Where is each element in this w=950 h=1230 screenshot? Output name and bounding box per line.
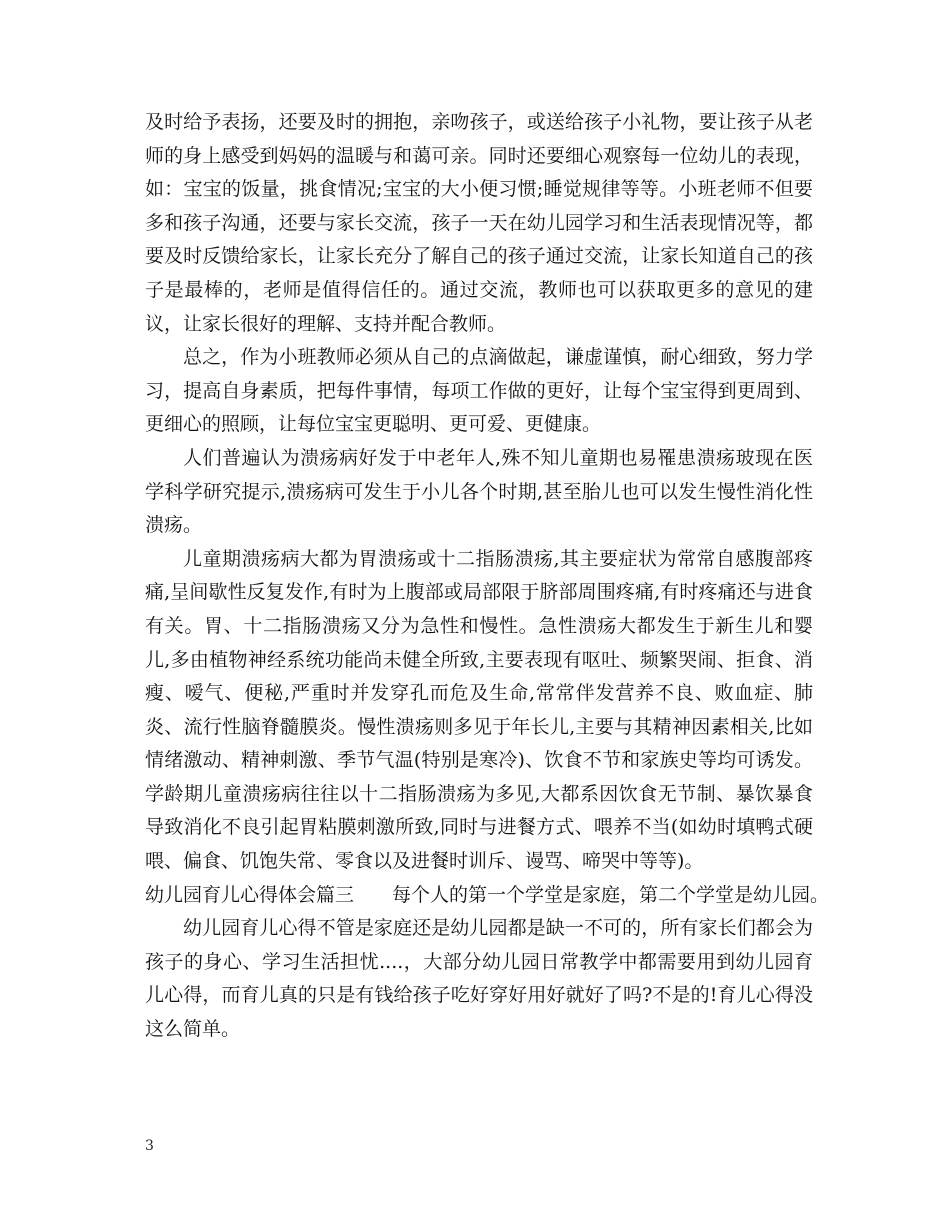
paragraph-parenting-experience: 幼儿园育儿心得不管是家庭还是幼儿园都是缺一不可的，所有家长们都会为孩子的身心、学习生活担忧....，大部分幼儿园日常教学中都需要用到幼儿园育儿心得，而育儿真的只是有钱给孩子吃好穿好用好就好了吗?不是的!育儿心得没这么简单。 (145, 917, 813, 1041)
paragraph-ulcer-symptoms: 儿童期溃疡病大都为胃溃疡或十二指肠溃疡,其主要症状为常常自感腹部疼痛,呈间歇性反复发作,有时为上腹部或局部限于脐部周围疼痛,有时疼痛还与进食有关。胃、十二指肠溃疡又分为急性和慢性。急性溃疡大都发生于新生儿和婴儿,多由植物神经系统功能尚未健全所致,主要表现有呕吐、频繁哭闹、拒食、消瘦、嗳气、便秘,严重时并发穿孔而危及生命,常常伴发营养不良、败血症、肺炎、流行性脑脊髓膜炎。慢性溃疡则多见于年长儿,主要与其精神因素相关,比如情绪激动、精神刺激、季节气温(特别是寒冷)、饮食不节和家族史等均可诱发。学龄期儿童溃疡病往往以十二指肠溃疡为多见,大都系因饮食无节制、暴饮暴食导致消化不良引起胃粘膜刺激所致,同时与进餐方式、喂养不当(如幼时填鸭式硬喂、偏食、饥饱失常、零食以及进餐时训斥、谩骂、啼哭中等等)。 (145, 547, 813, 873)
document-body (145, 106, 830, 1047)
page-number: 3 (145, 1138, 154, 1154)
paragraph-ulcer-intro: 人们普遍认为溃疡病好发于中老年人,殊不知儿童期也易罹患溃疡玻现在医学科学研究提示,溃疡病可发生于小儿各个时期,甚至胎儿也可以发生慢性消化性溃疡。 (145, 446, 813, 537)
paragraph-praise-and-communication: 及时给予表扬，还要及时的拥抱，亲吻孩子，或送给孩子小礼物，要让孩子从老师的身上感受到妈妈的温暖与和蔼可亲。同时还要细心观察每一位幼儿的表现，如：宝宝的饭量，挑食情况;宝宝的大小便习惯;睡觉规律等等。小班老师不但要多和孩子沟通，还要与家长交流，孩子一天在幼儿园学习和生活表现情况等，都要及时反馈给家长，让家长充分了解自己的孩子通过交流，让家长知道自己的孩子是最棒的，老师是值得信任的。通过交流，教师也可以获取更多的意见的建议，让家长很好的理解、支持并配合教师。 (145, 111, 813, 335)
section-heading-text: 每个人的第一个学堂是家庭，第二个学堂是幼儿园。 (392, 883, 830, 906)
section-heading-title: 幼儿园育儿心得体会篇三 (145, 883, 355, 906)
section-heading (145, 879, 830, 913)
paragraph-summary: 总之，作为小班教师必须从自己的点滴做起，谦虚谨慎，耐心细致，努力学习，提高自身素质，把每件事情，每项工作做的更好，让每个宝宝得到更周到、更细心的照顾，让每位宝宝更聪明、更可爱、更健康。 (145, 346, 813, 436)
